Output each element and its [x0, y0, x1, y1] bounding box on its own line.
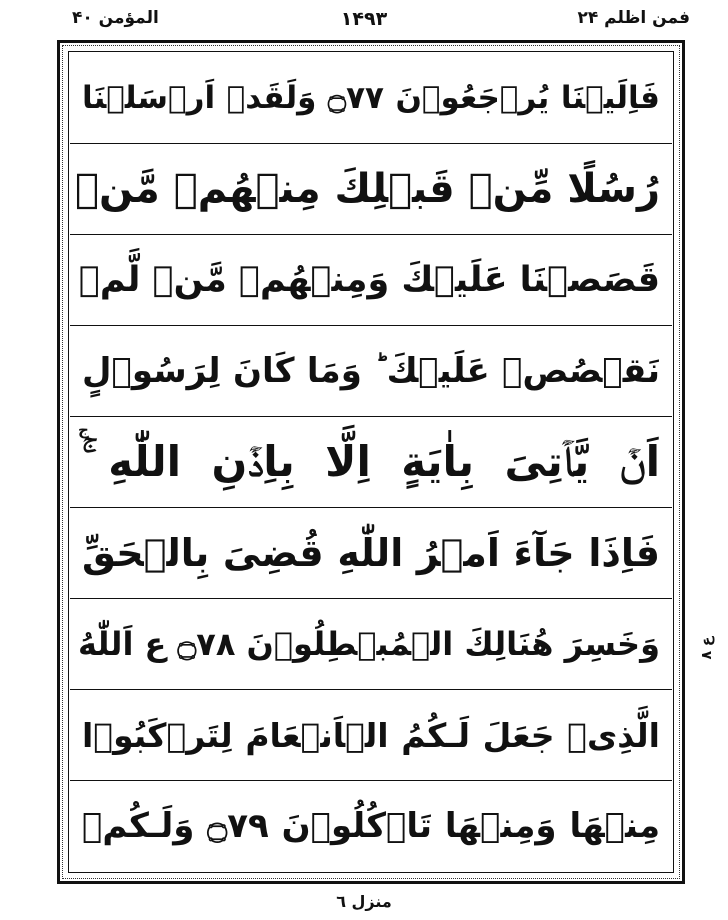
juz-name: فمن اظلم ۲۴	[577, 8, 690, 28]
verse-text: الَّذِىۡ جَعَلَ لَـكُمُ الۡاَنۡعَامَ لِتَرۡكَبُوۡا	[82, 715, 660, 755]
verse-text: وَخَسِرَ هُنَالِكَ الۡمُبۡطِلُوۡنَ ۝٧٨ ع اَللّٰهُ	[77, 625, 660, 663]
verse-text: اَنۡ يَّاۡتِىَ بِاٰيَةٍ اِلَّا بِاِذۡنِ اللّٰهِ ۚ	[82, 437, 660, 486]
verse-text: قَصَصۡنَا عَلَيۡكَ وَمِنۡهُمۡ مَّنۡ لَّمۡ	[78, 259, 660, 300]
verse-text: مِنۡهَا وَمِنۡهَا تَاۡكُلُوۡنَ ۝٧٩ وَلَـكُمۡ	[82, 806, 661, 846]
page-frame	[57, 40, 685, 884]
verse-line	[70, 508, 672, 599]
surah-name: المؤمن ۴۰	[72, 8, 159, 28]
verse-line	[70, 417, 672, 508]
verse-text: نَقۡصُصۡ عَلَيۡكَ ؕ وَمَا كَانَ لِرَسُوۡلٍ	[82, 351, 660, 391]
manzil-footer: منزل ٦	[336, 892, 392, 911]
verse-line	[70, 326, 672, 417]
verse-text: فَاِلَيۡنَا يُرۡجَعُوۡنَ ۝٧٧ وَلَقَدۡ اَرۡسَلۡنَا	[82, 79, 660, 116]
verse-text: رُسُلًا مِّنۡ قَبۡلِكَ مِنۡهُمۡ مَّنۡ	[75, 166, 660, 212]
page-number: ۱۴۹۳	[340, 8, 388, 30]
verse-line	[70, 144, 672, 235]
verse-lines	[70, 53, 672, 871]
verse-line	[70, 235, 672, 326]
waqf-mark: ج	[78, 421, 89, 439]
verse-line	[70, 690, 672, 781]
verse-text: فَاِذَا جَآءَ اَمۡرُ اللّٰهِ قُضِىَ بِالۡحَقِّ	[82, 531, 660, 575]
verse-line	[70, 599, 672, 690]
page-header	[0, 8, 728, 38]
verse-line	[70, 781, 672, 871]
ruku-side-note: ع ۸	[699, 636, 715, 660]
verse-line	[70, 53, 672, 144]
